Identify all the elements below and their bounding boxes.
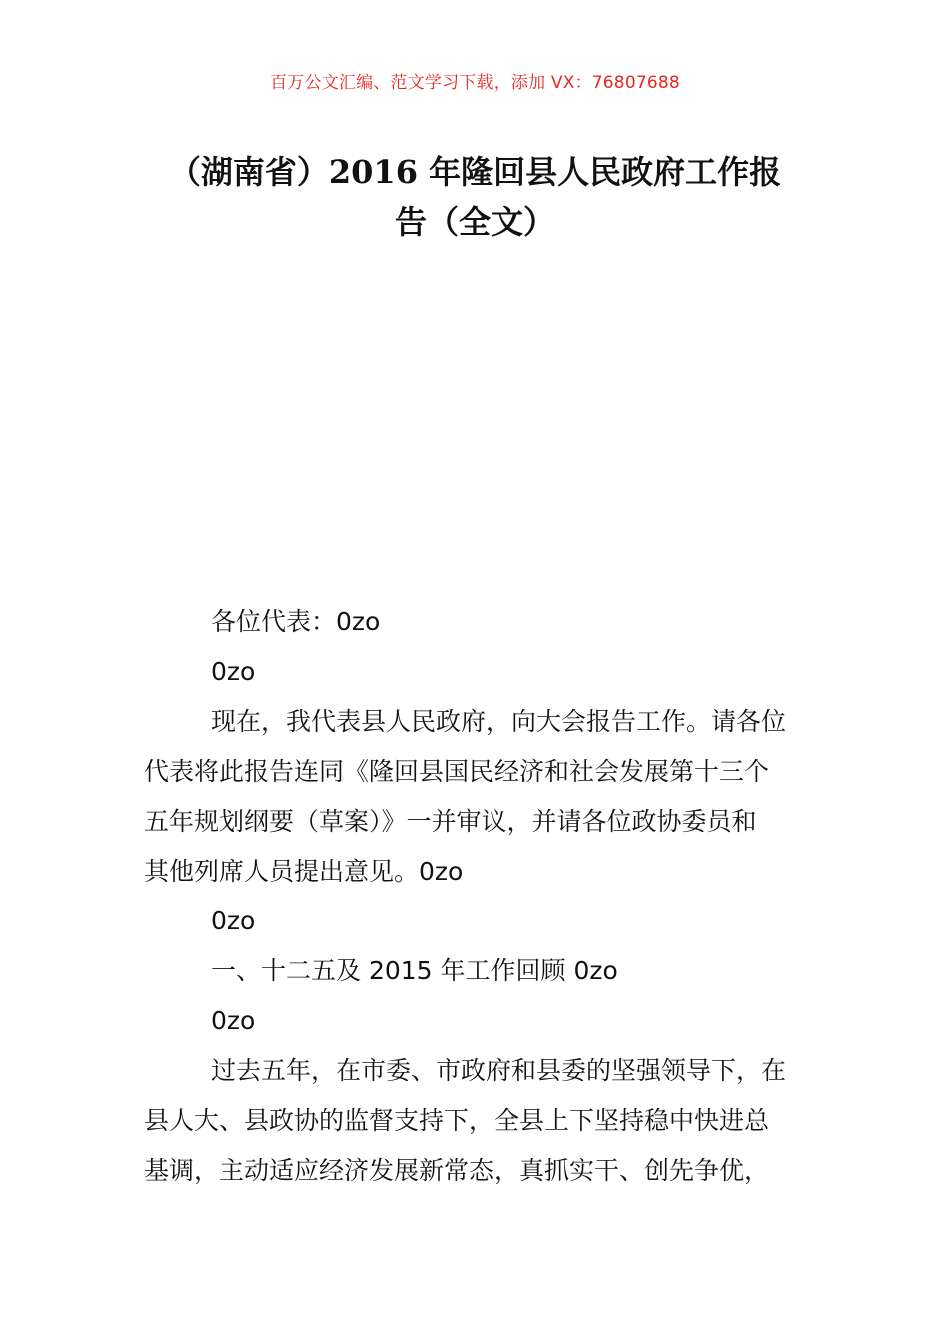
paragraph-1-line-3: 五年规划纲要（草案）》一并审议，并请各位政协委员和 <box>144 807 757 836</box>
paragraph-1-line-1: 现在，我代表县人民政府，向大会报告工作。请各位 <box>211 707 787 736</box>
document-title-line-2: 告（全文） <box>394 203 555 241</box>
salutation: 各位代表：0zo <box>211 607 381 636</box>
paragraph-2-line-3: 基调，主动适应经济发展新常态，真抓实干、创先争优， <box>144 1156 770 1185</box>
header-banner: 百万公文汇编、范文学习下载，添加 VX：76807688 <box>270 73 680 93</box>
paragraph-2-line-2: 县人大、县政协的监督支持下，全县上下坚持稳中快进总 <box>144 1106 770 1135</box>
paragraph-marker: 0zo <box>211 1006 256 1035</box>
document-title-line-1: （湖南省）2016 年隆回县人民政府工作报 <box>168 153 782 191</box>
paragraph-1-line-2: 代表将此报告连同《隆回县国民经济和社会发展第十三个 <box>144 757 770 786</box>
paragraph-marker: 0zo <box>211 657 256 686</box>
paragraph-1-line-4: 其他列席人员提出意见。0zo <box>144 857 464 886</box>
section-heading-1: 一、十二五及 2015 年工作回顾 0zo <box>211 956 618 985</box>
paragraph-2-line-1: 过去五年，在市委、市政府和县委的坚强领导下，在 <box>211 1056 787 1085</box>
paragraph-marker: 0zo <box>211 906 256 935</box>
